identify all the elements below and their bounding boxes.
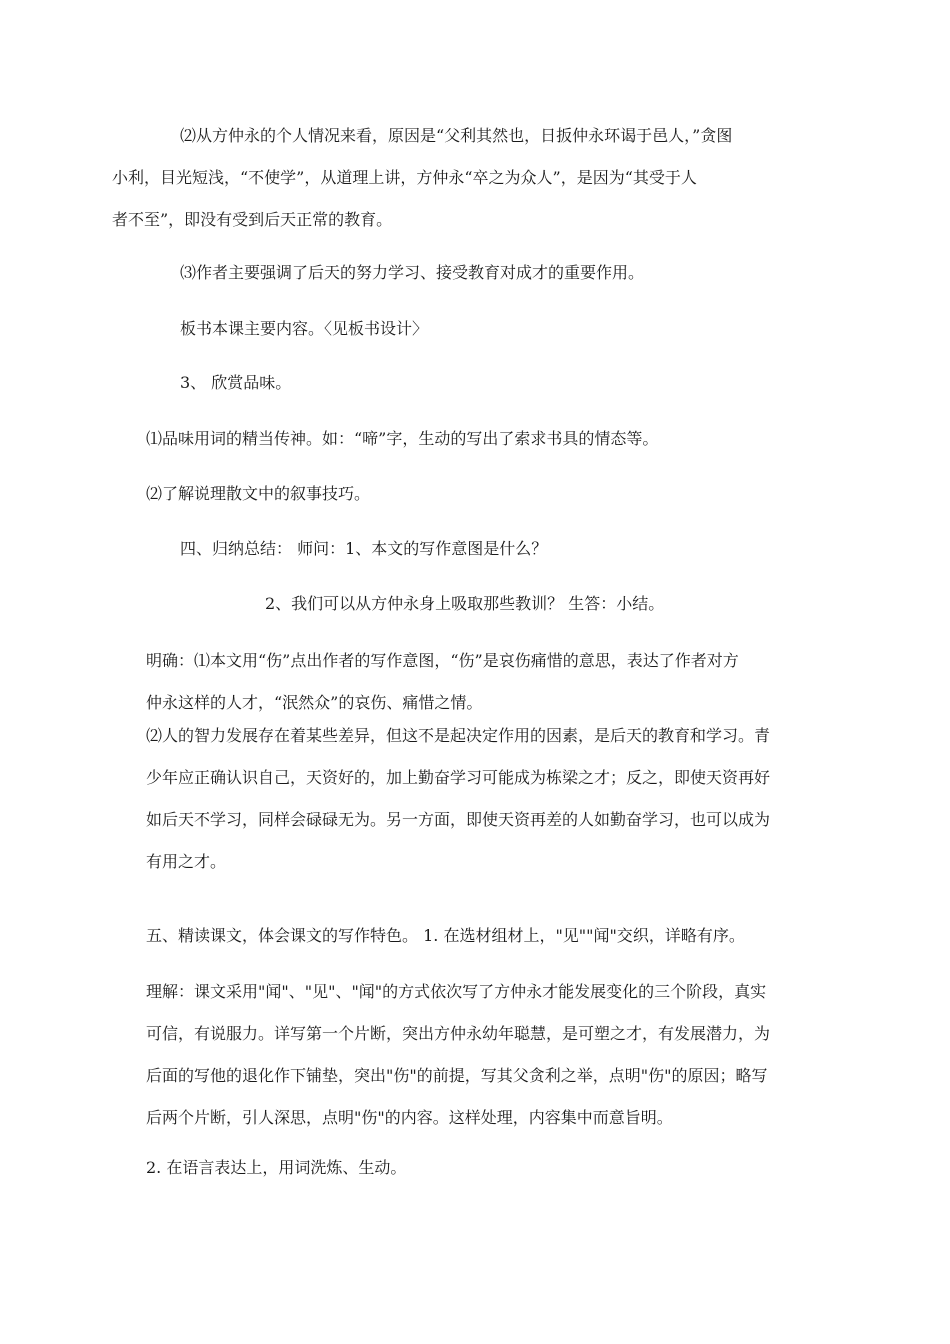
text-line: 小利，目光短浅，“不使学”，从道理上讲，方仲永“卒之为众人”，是因为“其受于人 bbox=[112, 168, 697, 187]
paragraph-understanding bbox=[146, 971, 808, 1139]
text-line: 2、我们可以从方仲永身上吸取那些教训？ 生答：小结。 bbox=[265, 594, 665, 613]
paragraph-blackboard bbox=[146, 308, 808, 350]
paragraph-reason-personal bbox=[112, 115, 808, 241]
text-line: ⑶作者主要强调了后天的努力学习、接受教育对成才的重要作用。 bbox=[180, 263, 645, 282]
section-heading-close-reading bbox=[146, 915, 808, 957]
paragraph-clarification-one bbox=[146, 640, 808, 724]
section-heading-appreciate bbox=[146, 362, 808, 404]
text-line: 者不至”，即没有受到后天正常的教育。 bbox=[112, 210, 393, 229]
text-line: 后面的写他的退化作下铺垫，突出"伤"的前提，写其父贪利之举，点明"伤"的原因；略写 bbox=[146, 1066, 768, 1085]
paragraph-clarification-two bbox=[146, 715, 808, 883]
text-line: 少年应正确认识自己，天资好的，加上勤奋学习可能成为栋梁之才；反之，即使天资再好 bbox=[146, 768, 771, 787]
paragraph-author-emphasis bbox=[146, 252, 808, 294]
text-line: 仲永这样的人才，“泯然众”的哀伤、痛惜之情。 bbox=[146, 693, 483, 712]
paragraph-word-choice bbox=[146, 418, 808, 460]
text-line: 板书本课主要内容。〈见板书设计〉 bbox=[180, 319, 429, 338]
text-line: ⑵了解说理散文中的叙事技巧。 bbox=[146, 484, 371, 503]
section-heading-summary bbox=[146, 528, 808, 570]
text-line: ⑴品味用词的精当传神。如：“啼”字，生动的写出了索求书具的情态等。 bbox=[146, 429, 659, 448]
paragraph-narrative-skill bbox=[146, 473, 808, 515]
paragraph-question-two bbox=[146, 583, 808, 625]
text-line: 2. 在语言表达上，用词洗炼、生动。 bbox=[146, 1158, 407, 1177]
text-line: ⑵人的智力发展存在着某些差异，但这不是起决定作用的因素，是后天的教育和学习。青 bbox=[146, 726, 771, 745]
text-line: ⑵从方仲永的个人情况来看，原因是“父利其然也，日扳仲永环谒于邑人，”贪图 bbox=[180, 126, 733, 145]
text-line: 3、 欣赏品味。 bbox=[180, 373, 292, 392]
text-line: 理解：课文采用"闻"、"见"、"闻"的方式依次写了方仲永才能发展变化的三个阶段，真实 bbox=[146, 982, 767, 1001]
text-line: 可信，有说服力。详写第一个片断，突出方仲永幼年聪慧，是可塑之才，有发展潜力，为 bbox=[146, 1024, 771, 1043]
text-line: 如后天不学习，同样会碌碌无为。另一方面，即使天资再差的人如勤奋学习，也可以成为 bbox=[146, 810, 771, 829]
text-line: 五、精读课文，体会课文的写作特色。 1. 在选材组材上，"见""闻"交织，详略有序。 bbox=[146, 926, 745, 945]
paragraph-language-expression bbox=[146, 1147, 808, 1189]
text-line: 有用之才。 bbox=[146, 852, 227, 871]
text-line: 后两个片断，引人深思，点明"伤"的内容。这样处理，内容集中而意旨明。 bbox=[146, 1108, 673, 1127]
text-line: 明确：⑴本文用“伤”点出作者的写作意图，“伤”是哀伤痛惜的意思，表达了作者对方 bbox=[146, 651, 739, 670]
text-line: 四、归纳总结： 师问：1、本文的写作意图是什么？ bbox=[180, 539, 548, 558]
